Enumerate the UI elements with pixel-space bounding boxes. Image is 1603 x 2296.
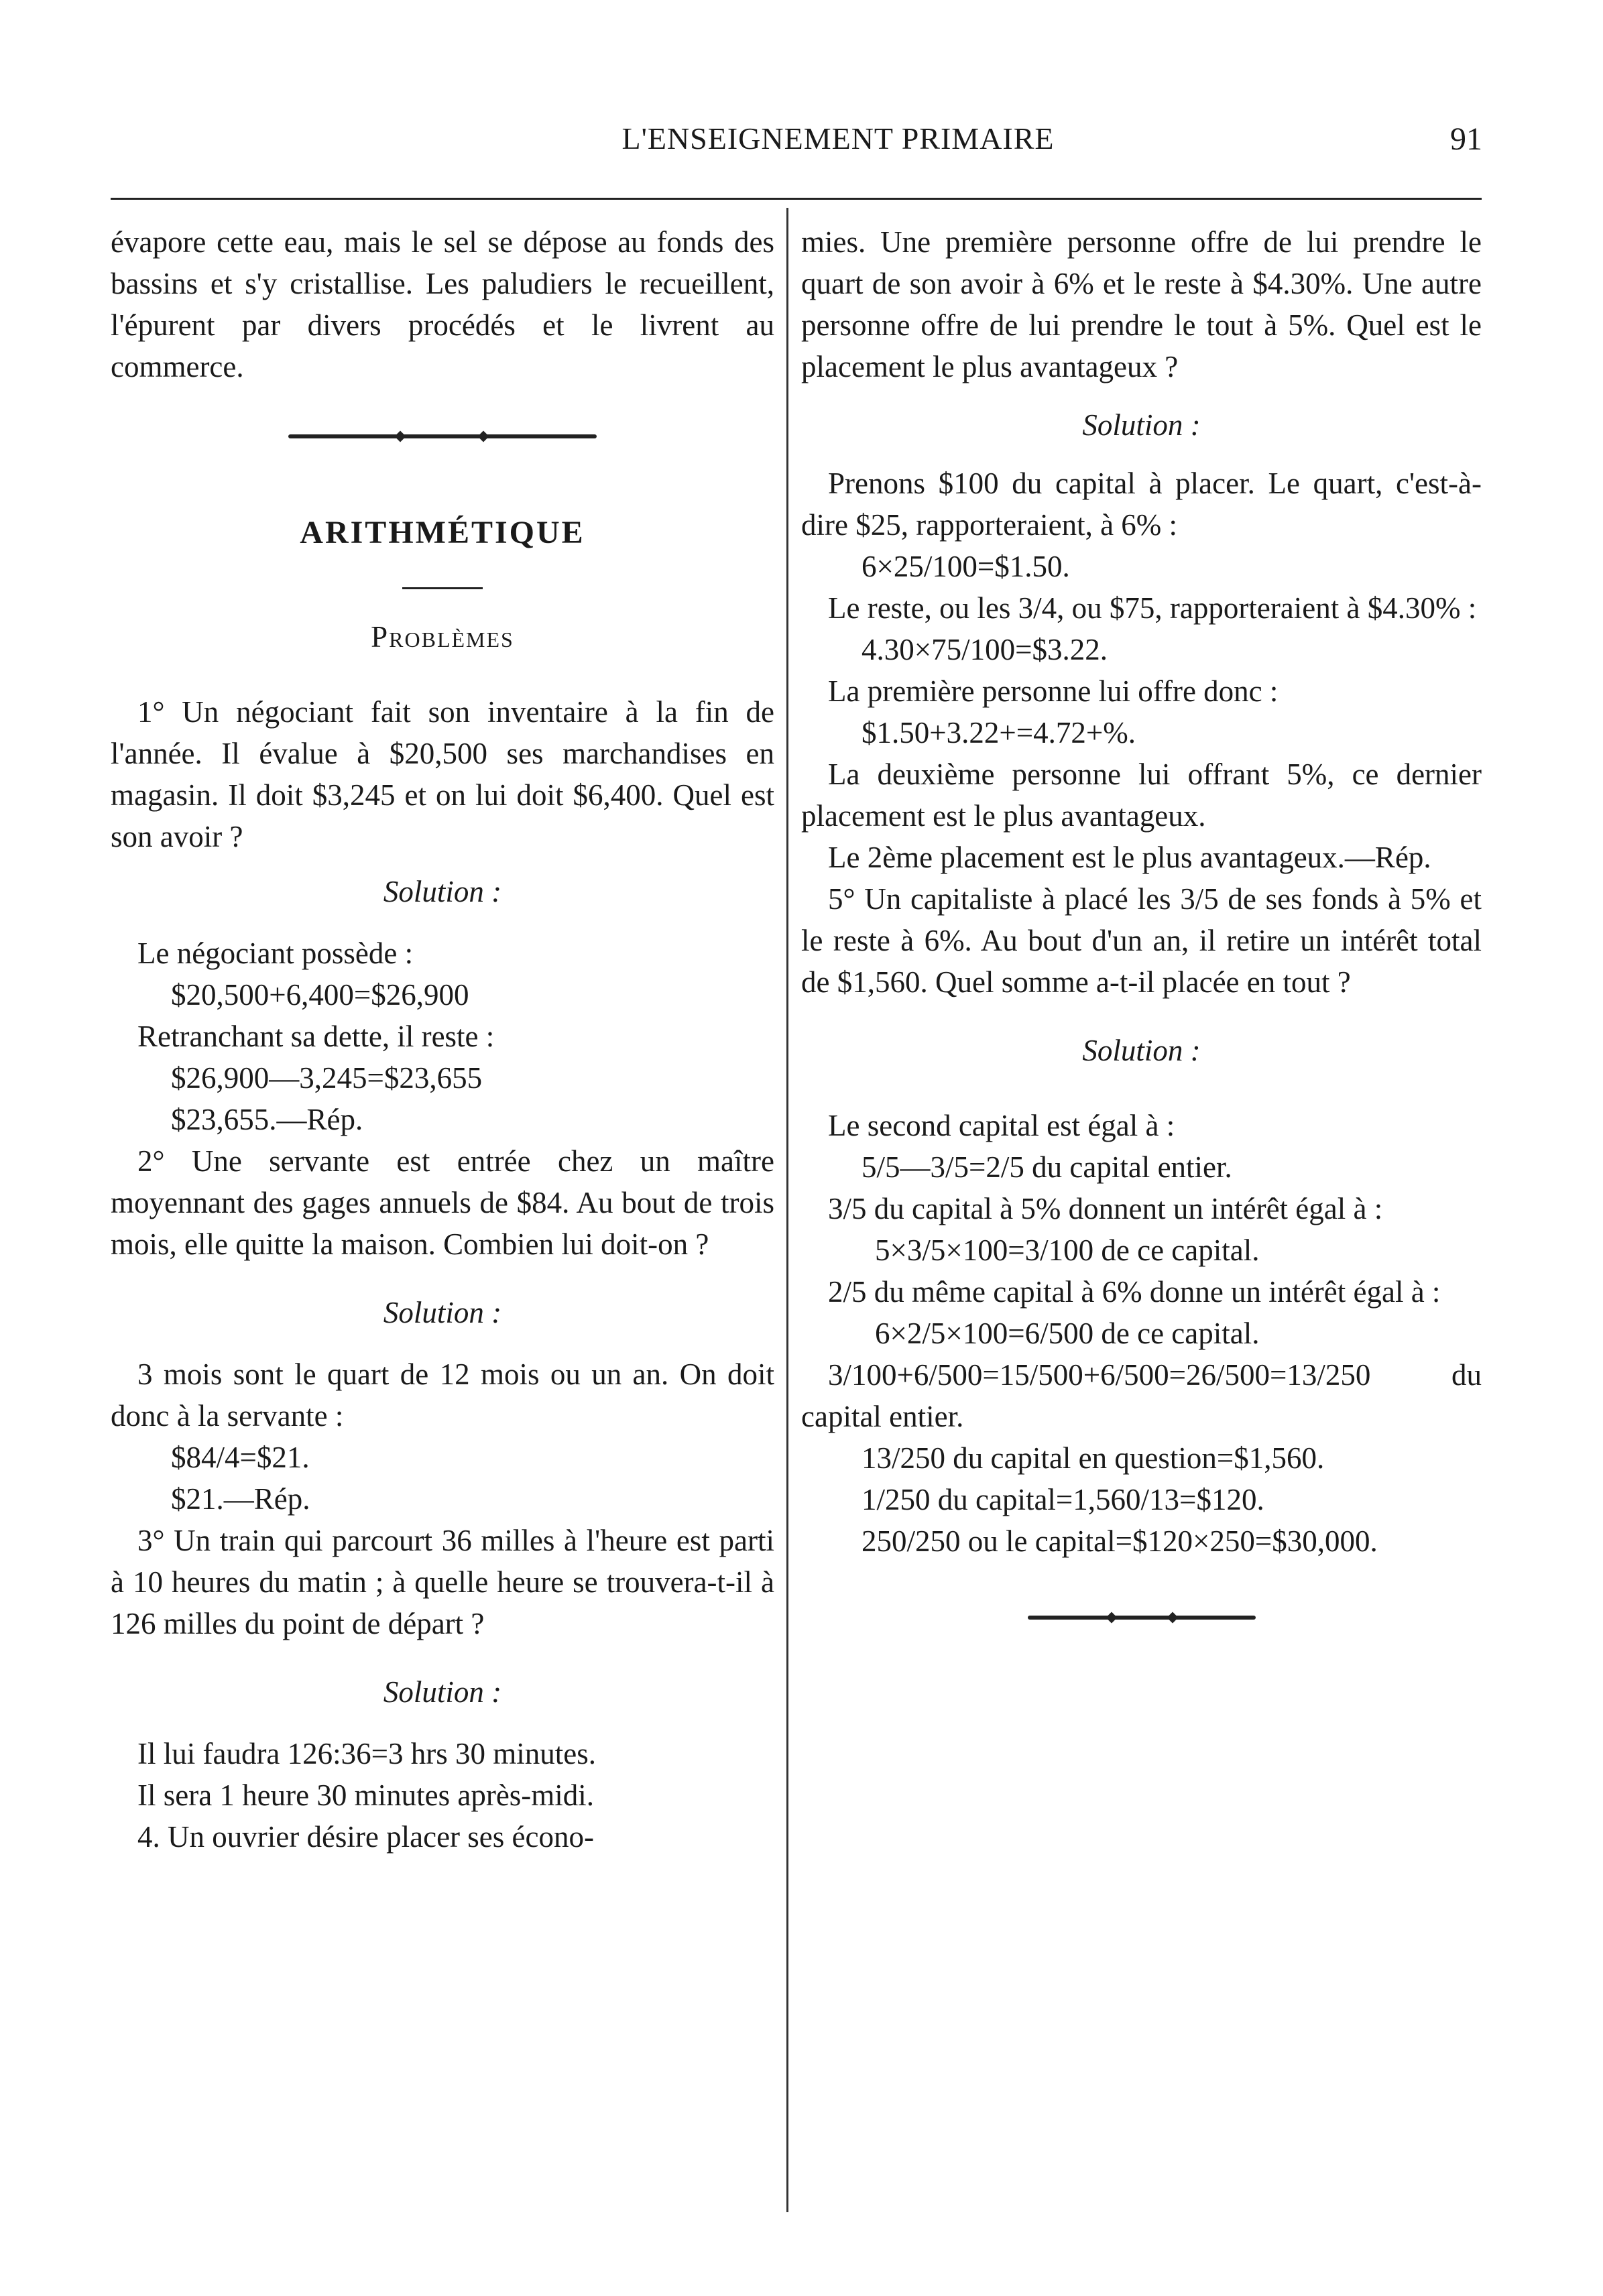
solution-label: Solution : <box>1082 408 1201 442</box>
end-ornament <box>1028 1616 1256 1620</box>
solution-1-line: Le négociant possède : <box>137 936 414 970</box>
section-ornament <box>288 434 597 438</box>
solution-label: Solution : <box>383 1675 502 1709</box>
equation: 6×2/5×100=6/500 de ce capital. <box>875 1317 1260 1350</box>
answer: $23,655.—Rép. <box>171 1103 363 1136</box>
answer: $21.—Rép. <box>171 1482 310 1516</box>
solution-label: Solution : <box>1082 1034 1201 1067</box>
equation: 4.30×75/100=$3.22. <box>862 633 1108 666</box>
solution-4-line: La deuxième personne lui offrant 5%, ce dernier placement est le plus avantageux. <box>801 758 1482 833</box>
equation: $1.50+3.22+=4.72+%. <box>862 716 1136 749</box>
solution-3-line: Il lui faudra 126:36=3 hrs 30 minutes. <box>137 1737 597 1770</box>
subheading: Problèmes <box>371 620 514 654</box>
problem-1: 1° Un négociant fait son inventaire à la fin de l'année. Il évalue à $20,500 ses marchandises en magasin. Il doit $3,245 et on lui doit $6,400. Quel est son avoir ? <box>111 695 774 853</box>
equation: $84/4=$21. <box>171 1441 310 1474</box>
page-number: 91 <box>1450 121 1482 157</box>
solution-2-line: 3 mois sont le quart de 12 mois ou un an. On doit donc à la servante : <box>111 1357 774 1433</box>
equation: 6×25/100=$1.50. <box>862 550 1070 583</box>
equation: $26,900—3,245=$23,655 <box>171 1061 483 1095</box>
running-head: L'ENSEIGNEMENT PRIMAIRE <box>621 121 1055 156</box>
equation: 5×3/5×100=3/100 de ce capital. <box>875 1233 1260 1267</box>
left-column <box>111 221 774 1858</box>
solution-4-line: La première personne lui offre donc : <box>828 674 1279 708</box>
problem-4: 4. Un ouvrier désire placer ses écono- <box>137 1820 594 1854</box>
solution-1-line: Retranchant sa dette, il reste : <box>137 1020 495 1053</box>
column-divider <box>786 208 788 2212</box>
equation: 3/100+6/500=15/500+6/500=26/500=13/250 du capital entier. <box>801 1358 1482 1433</box>
problem-4-continued: mies. Une première personne offre de lui prendre le quart de son avoir à 6% et le reste à $4.30%. Une autre personne offre de lui prendre le tout à 5%. Quel est le placement le plus avantageux ? <box>801 225 1482 383</box>
header-rule <box>111 198 1482 200</box>
solution-5-line: Le second capital est égal à : <box>828 1109 1175 1142</box>
problem-3: 3° Un train qui parcourt 36 milles à l'heure est parti à 10 heures du matin ; à quelle heure se trouvera-t-il à 126 milles du point de départ ? <box>111 1524 774 1640</box>
equation: 5/5—3/5=2/5 du capital entier. <box>862 1150 1232 1184</box>
equation: $20,500+6,400=$26,900 <box>171 978 469 1012</box>
solution-4-line: Prenons $100 du capital à placer. Le quart, c'est-à-dire $25, rapporteraient, à 6% : <box>801 467 1482 542</box>
equation: 1/250 du capital=1,560/13=$120. <box>862 1483 1264 1516</box>
solution-5-line: 2/5 du même capital à 6% donne un intérêt égal à : <box>828 1275 1441 1309</box>
answer: Le 2ème placement est le plus avantageux.—Rép. <box>828 841 1431 874</box>
section-title: ARITHMÉTIQUE <box>300 515 585 550</box>
solution-5-line: 3/5 du capital à 5% donnent un intérêt égal à : <box>828 1192 1383 1225</box>
problem-5: 5° Un capitaliste à placé les 3/5 de ses fonds à 5% et le reste à 6%. Au bout d'un an, il retire un intérêt total de $1,560. Quel somme a-t-il placée en tout ? <box>801 882 1482 999</box>
problem-2: 2° Une servante est entrée chez un maître moyennant des gages annuels de $84. Au bout de trois mois, elle quitte la maison. Combien lui doit-on ? <box>111 1144 774 1261</box>
solution-3-line: Il sera 1 heure 30 minutes après-midi. <box>137 1778 595 1812</box>
right-column <box>801 221 1482 1620</box>
solution-label: Solution : <box>383 1296 502 1329</box>
solution-4-line: Le reste, ou les 3/4, ou $75, rapporteraient à $4.30% : <box>828 591 1477 625</box>
answer: 250/250 ou le capital=$120×250=$30,000. <box>862 1524 1378 1558</box>
solution-label: Solution : <box>383 875 502 908</box>
equation: 13/250 du capital en question=$1,560. <box>862 1441 1325 1475</box>
intro-paragraph: évapore cette eau, mais le sel se dépose au fonds des bassins et s'y cristallise. Les paludiers le recueillent, l'épurent par divers procédés et le livrent au commerce. <box>111 225 774 383</box>
